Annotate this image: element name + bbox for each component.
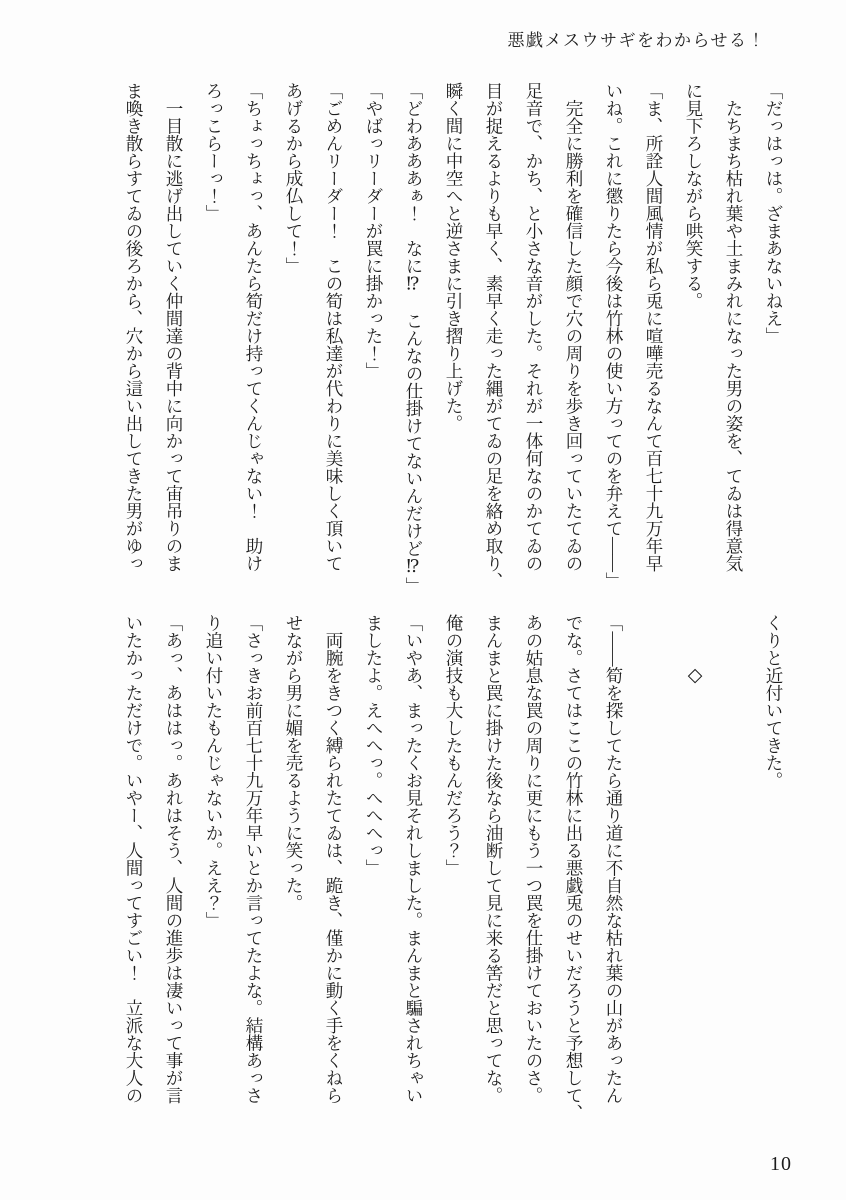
text-column: ろっこらーっ！」 xyxy=(204,82,224,222)
text-block-bottom xyxy=(114,614,794,1138)
text-column: まんまと罠に掛けた後なら油断して見に来る筈だと思ってな。 xyxy=(484,614,504,1104)
text-column: 俺の演技も大したもんだろう？」 xyxy=(444,614,464,877)
section-divider-diamond-icon: ◇ xyxy=(684,664,705,686)
text-column: 「あっ、あははっ。あれはそう、人間の進歩は凄いって事が言 xyxy=(164,614,184,1104)
text-column: 足音で、かち、と小さな音がした。それが一体何なのかてゐの xyxy=(524,82,544,572)
text-column: たちまち枯れ葉や土まみれになった男の姿を、てゐは得意気 xyxy=(724,82,744,572)
text-column: 「どわあああぁ！ なに⁉ こんなの仕掛けてないんだけど⁉」 xyxy=(404,82,424,595)
page-number: 10 xyxy=(770,1153,792,1175)
text-column: くりと近付いてきた。 xyxy=(764,614,784,789)
text-block-top xyxy=(114,82,794,606)
text-column: ま喚き散らすてゐの後ろから、穴から這い出してきた男がゆっ xyxy=(124,82,144,572)
running-header-title: 悪戯メスウサギをわからせる！ xyxy=(507,31,766,50)
text-column: 「だっはっは。ざまあないねえ」 xyxy=(764,82,784,345)
text-column: あげるから成仏して！」 xyxy=(284,82,304,275)
text-column: あの姑息な罠の周りに更にもう一つ罠を仕掛けておいたのさ。 xyxy=(524,614,544,1104)
text-column: 「やばっリーダーが罠に掛かった！」 xyxy=(364,82,384,380)
text-column: 「――筍を探してたら通り道に不自然な枯れ葉の山があったん xyxy=(604,614,624,1104)
text-column: 両腕をきつく縛られたてゐは、跪き、僅かに動く手をくねら xyxy=(324,614,344,1104)
text-column: 「ま、所詮人間風情が私ら兎に喧嘩売るなんて百七十九万年早 xyxy=(644,82,664,572)
text-column: 一目散に逃げ出していく仲間達の背中に向かって宙吊りのま xyxy=(164,82,184,572)
text-column: 完全に勝利を確信した顔で穴の周りを歩き回っていたてゐの xyxy=(564,82,584,572)
text-column: 瞬く間に中空へと逆さまに引き摺り上げた。 xyxy=(444,82,464,432)
text-column: り追い付いたもんじゃないか。ええ？」 xyxy=(204,614,224,929)
text-column: に見下ろしながら哄笑する。 xyxy=(684,82,704,310)
text-column: 目が捉えるよりも早く、素早く走った縄がてゐの足を絡め取り、 xyxy=(484,82,504,590)
text-column: ましたよ。えへへっ。へへへっ」 xyxy=(364,614,384,877)
text-column: いたかっただけで。いやー、人間ってすごい！ 立派な大人の xyxy=(124,614,144,1104)
text-column: 「ごめんリーダー！ この筍は私達が代わりに美味しく頂いて xyxy=(324,82,344,572)
text-column: 「いやあ、まったくお見それしました。まんまと騙されちゃい xyxy=(404,614,424,1104)
text-column: 「ちょっちょっ、あんたら筍だけ持ってくんじゃない！ 助け xyxy=(244,82,264,572)
text-column: でな。さてはここの竹林に出る悪戯兎のせいだろうと予想して、 xyxy=(564,614,584,1122)
text-column: いね。これに懲りたら今後は竹林の使い方ってのを弁えて――」 xyxy=(604,82,624,590)
text-column: 「さっきお前百七十九万年早いとか言ってたよな。結構あっさ xyxy=(244,614,264,1104)
text-column: せながら男に媚を売るように笑った。 xyxy=(284,614,304,912)
